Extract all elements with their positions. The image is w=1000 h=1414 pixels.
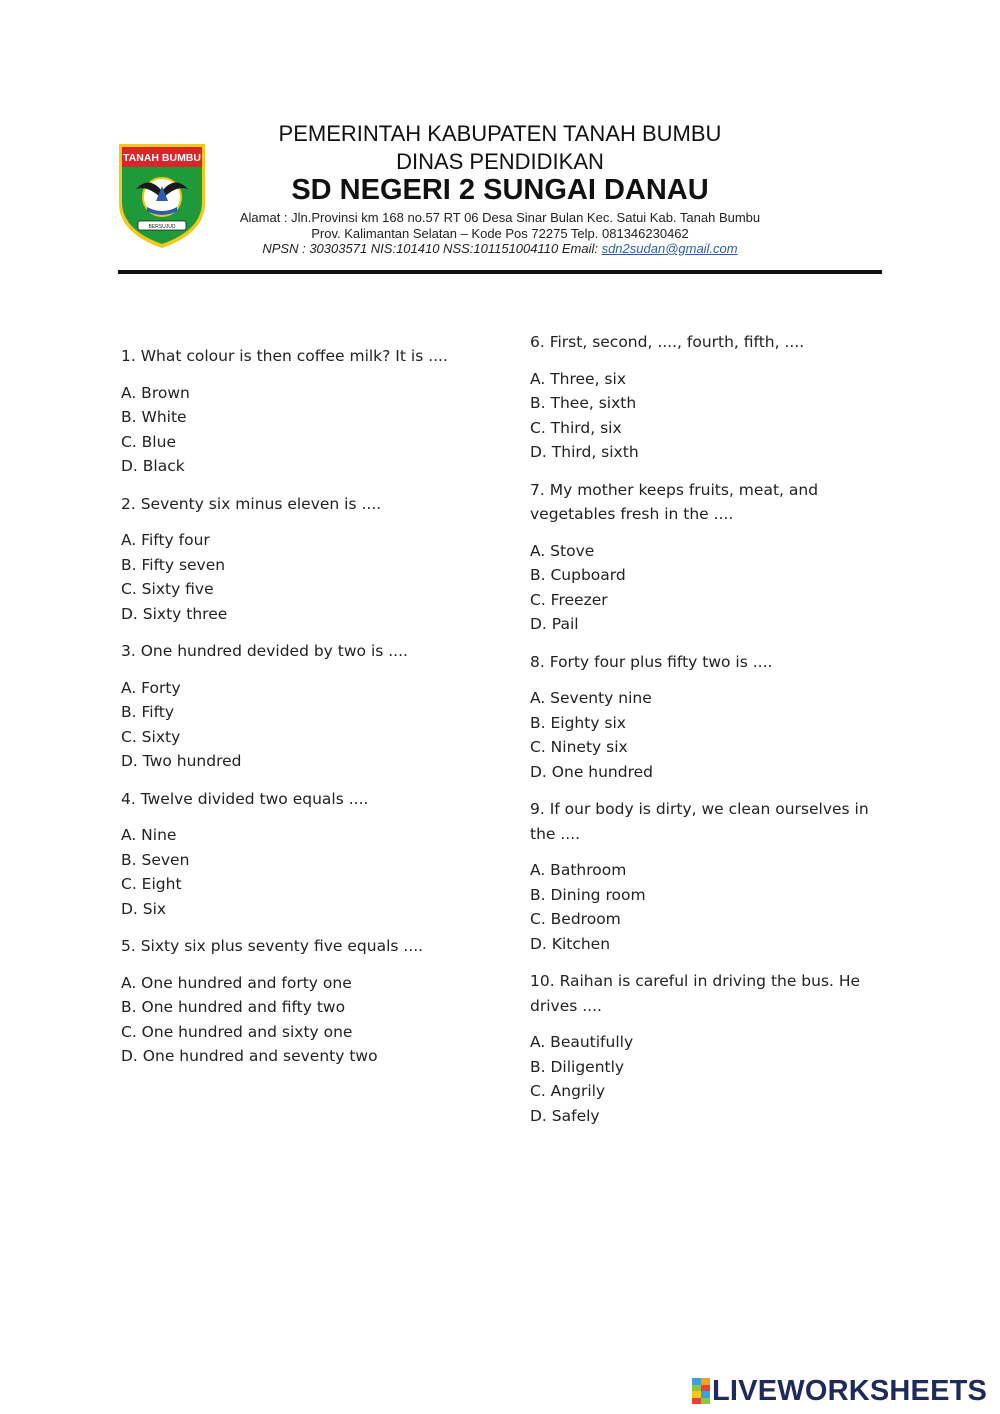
option-list bbox=[530, 539, 870, 637]
logo-title: TANAH BUMBU bbox=[123, 152, 201, 164]
question-4 bbox=[121, 787, 461, 922]
option-a[interactable]: A. Forty bbox=[121, 678, 181, 697]
option-b[interactable]: B. Seven bbox=[121, 850, 190, 869]
question-5 bbox=[121, 934, 461, 1069]
option-list bbox=[121, 381, 461, 479]
option-a[interactable]: A. Bathroom bbox=[530, 861, 627, 879]
option-b[interactable]: B. One hundred and fifty two bbox=[121, 998, 346, 1016]
option-c[interactable]: C. One hundred and sixty one bbox=[121, 1022, 353, 1041]
option-b[interactable]: B. Dining room bbox=[530, 885, 646, 904]
option-list bbox=[121, 676, 461, 774]
question-10 bbox=[530, 969, 870, 1128]
header-address-line-2: Prov. Kalimantan Selatan – Kode Pos 72275 Telp. 081346230462 bbox=[311, 226, 689, 241]
question-text: 7. My mother keeps fruits, meat, and vegetables fresh in the .... bbox=[530, 480, 819, 523]
questions-right-column bbox=[530, 330, 870, 1141]
option-b[interactable]: B. White bbox=[121, 408, 187, 426]
option-d[interactable]: D. Two hundred bbox=[121, 752, 242, 770]
question-text: 5. Sixty six plus seventy five equals .... bbox=[121, 937, 424, 955]
header-ids-text: NPSN : 30303571 NIS:101410 NSS:101151004110 Email: bbox=[262, 241, 602, 256]
option-list bbox=[121, 971, 461, 1069]
option-a[interactable]: A. Brown bbox=[121, 383, 190, 402]
question-1 bbox=[121, 344, 461, 479]
question-3 bbox=[121, 639, 461, 774]
option-list bbox=[530, 367, 870, 465]
option-c[interactable]: C. Sixty bbox=[121, 727, 181, 746]
option-c[interactable]: C. Eight bbox=[121, 875, 182, 893]
option-c[interactable]: C. Angrily bbox=[530, 1082, 606, 1100]
option-d[interactable]: D. Safely bbox=[530, 1106, 600, 1125]
question-text: 9. If our body is dirty, we clean ourselves in the .... bbox=[530, 800, 869, 843]
option-list bbox=[530, 858, 870, 956]
option-c[interactable]: C. Bedroom bbox=[530, 910, 621, 928]
option-a[interactable]: A. One hundred and forty one bbox=[121, 973, 352, 992]
option-a[interactable]: A. Fifty four bbox=[121, 531, 210, 549]
question-8 bbox=[530, 650, 870, 785]
option-list bbox=[121, 528, 461, 626]
option-b[interactable]: B. Fifty seven bbox=[121, 555, 226, 574]
school-logo bbox=[116, 141, 208, 251]
option-a[interactable]: A. Beautifully bbox=[530, 1033, 634, 1051]
option-b[interactable]: B. Thee, sixth bbox=[530, 394, 637, 412]
liveworksheets-brand[interactable] bbox=[692, 1374, 987, 1408]
question-text: 2. Seventy six minus eleven is .... bbox=[121, 494, 382, 513]
question-text: 10. Raihan is careful in driving the bus. He drives .... bbox=[530, 972, 861, 1015]
option-b[interactable]: B. Cupboard bbox=[530, 566, 626, 584]
option-c[interactable]: C. Third, six bbox=[530, 418, 622, 437]
option-c[interactable]: C. Blue bbox=[121, 432, 176, 451]
option-list bbox=[121, 823, 461, 921]
option-a[interactable]: A. Seventy nine bbox=[530, 689, 652, 707]
question-9 bbox=[530, 797, 870, 956]
logo-ribbon: BERSUJUD bbox=[148, 224, 176, 230]
header-ids-line bbox=[225, 241, 775, 256]
header-divider bbox=[118, 270, 882, 274]
question-text: 3. One hundred devided by two is .... bbox=[121, 642, 408, 660]
question-text: 4. Twelve divided two equals .... bbox=[121, 789, 369, 808]
option-b[interactable]: B. Diligently bbox=[530, 1057, 625, 1076]
question-7 bbox=[530, 478, 870, 637]
option-c[interactable]: C. Sixty five bbox=[121, 580, 214, 598]
header-school-name: SD NEGERI 2 SUNGAI DANAU bbox=[291, 174, 709, 206]
header-government: PEMERINTAH KABUPATEN TANAH BUMBU bbox=[278, 121, 722, 146]
option-d[interactable]: D. Black bbox=[121, 457, 185, 475]
liveworksheets-logo-icon bbox=[692, 1378, 710, 1404]
option-d[interactable]: D. Pail bbox=[530, 615, 579, 633]
option-c[interactable]: C. Ninety six bbox=[530, 738, 628, 756]
option-a[interactable]: A. Nine bbox=[121, 826, 177, 844]
option-d[interactable]: D. Sixty three bbox=[121, 604, 228, 623]
question-2 bbox=[121, 492, 461, 627]
question-text: 1. What colour is then coffee milk? It is .... bbox=[121, 347, 448, 365]
option-b[interactable]: B. Fifty bbox=[121, 703, 175, 721]
option-a[interactable]: A. Three, six bbox=[530, 369, 626, 388]
option-list bbox=[530, 686, 870, 784]
option-d[interactable]: D. Six bbox=[121, 899, 167, 918]
option-d[interactable]: D. Third, sixth bbox=[530, 443, 639, 461]
option-b[interactable]: B. Eighty six bbox=[530, 713, 626, 732]
questions-left-column bbox=[121, 344, 461, 1082]
brand-name: LIVEWORKSHEETS bbox=[712, 1374, 988, 1407]
header-department: DINAS PENDIDIKAN bbox=[396, 149, 604, 174]
option-d[interactable]: D. Kitchen bbox=[530, 934, 611, 953]
option-list bbox=[530, 1030, 870, 1128]
option-c[interactable]: C. Freezer bbox=[530, 590, 608, 609]
header-address-line-1: Alamat : Jln.Provinsi km 168 no.57 RT 06 Desa Sinar Bulan Kec. Satui Kab. Tanah Bumbu bbox=[239, 210, 761, 225]
option-a[interactable]: A. Stove bbox=[530, 541, 595, 560]
question-text: 6. First, second, ...., fourth, fifth, .... bbox=[530, 333, 805, 351]
option-d[interactable]: D. One hundred bbox=[530, 762, 653, 781]
tanah-bumbu-emblem-icon bbox=[116, 141, 208, 251]
email-link[interactable]: sdn2sudan@gmail.com bbox=[601, 241, 738, 256]
question-6 bbox=[530, 330, 870, 465]
question-text: 8. Forty four plus fifty two is .... bbox=[530, 652, 773, 671]
option-d[interactable]: D. One hundred and seventy two bbox=[121, 1047, 378, 1065]
